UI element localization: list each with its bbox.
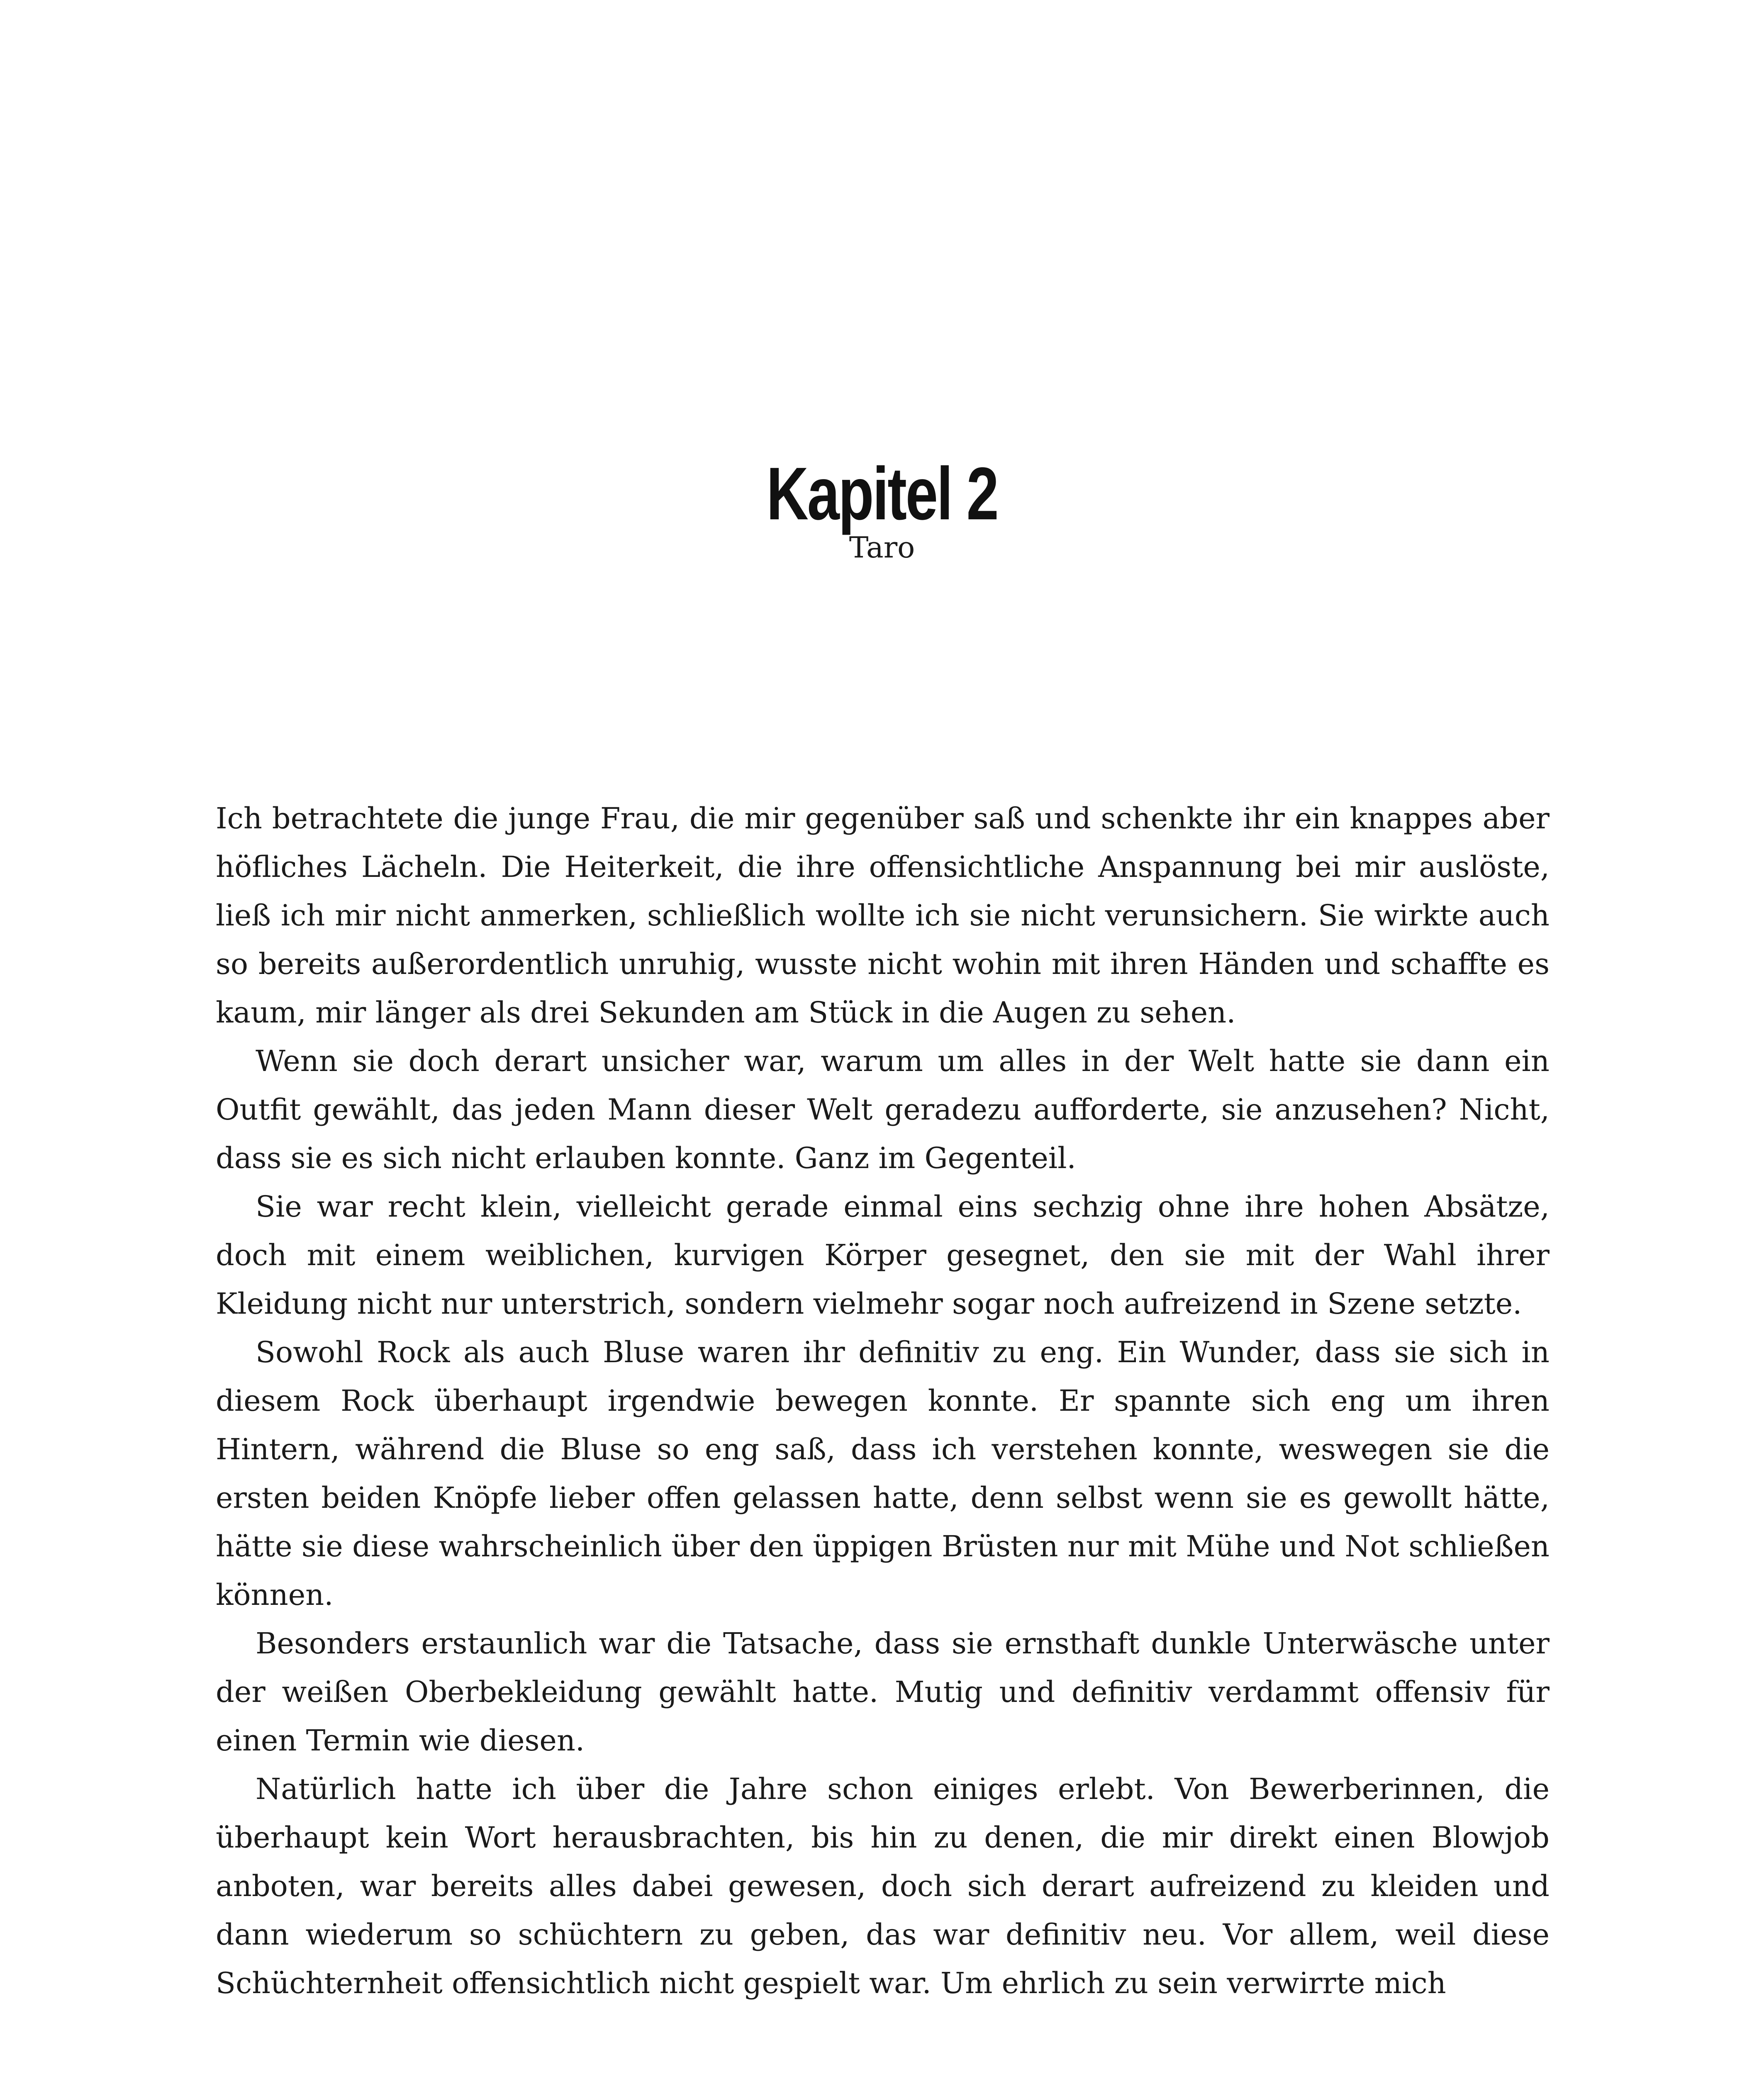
paragraph: Sowohl Rock als auch Bluse waren ihr definitiv zu eng. Ein Wunder, dass sie sich in diesem Rock überhaupt irgendwie bewegen konnte. Er spannte sich eng um ihren Hintern, während die Bluse so eng saß, dass ich verstehen konnte, weswegen sie die ersten beiden Knöpfe lieber offen gelassen hatte, denn selbst wenn sie es gewollt hätte, hätte sie diese wahrscheinlich über den üppigen Brüsten nur mit Mühe und Not schließen können. bbox=[216, 1335, 1550, 1612]
paragraph: Sie war recht klein, vielleicht gerade einmal eins sechzig ohne ihre hohen Absätze, doch mit einem weiblichen, kurvigen Körper gesegnet, den sie mit der Wahl ihrer Kleidung nicht nur unterstrich, sondern vielmehr sogar noch aufreizend in Szene setzte. bbox=[216, 1190, 1550, 1321]
chapter-heading: Kapitel 2 bbox=[766, 452, 998, 536]
body-text bbox=[216, 794, 1550, 2008]
paragraph: Besonders erstaunlich war die Tatsache, dass sie ernsthaft dunkle Unterwäsche unter der weißen Oberbekleidung gewählt hatte. Mutig und definitiv verdammt offensiv für einen Termin wie diesen. bbox=[216, 1626, 1550, 1758]
paragraph: Natürlich hatte ich über die Jahre schon einiges erlebt. Von Bewerberinnen, die überhaupt kein Wort herausbrachten, bis hin zu denen, die mir direkt einen Blowjob anboten, war bereits alles dabei gewesen, doch sich derart aufreizend zu kleiden und dann wiederum so schüchtern zu geben, das war definitiv neu. Vor allem, weil diese Schüchternheit offensichtlich nicht gespielt war. Um ehrlich zu sein verwirrte mich bbox=[216, 1772, 1550, 2000]
paragraph: Ich betrachtete die junge Frau, die mir gegenüber saß und schenkte ihr ein knappes aber höfliches Lächeln. Die Heiterkeit, die ihre offensichtliche Anspannung bei mir auslöste, ließ ich mir nicht anmerken, schließlich wollte ich sie nicht verunsichern. Sie wirkte auch so bereits außerordentlich unruhig, wusste nicht wohin mit ihren Händen und schaffte es kaum, mir länger als drei Sekunden am Stück in die Augen zu sehen. bbox=[216, 801, 1550, 1030]
chapter-subtitle: Taro bbox=[849, 531, 915, 565]
paragraph: Wenn sie doch derart unsicher war, warum um alles in der Welt hatte sie dann ein Outfit gewählt, das jeden Mann dieser Welt geradezu aufforderte, sie anzusehen? Nicht, dass sie es sich nicht erlauben konnte. Ganz im Gegenteil. bbox=[216, 1044, 1550, 1175]
